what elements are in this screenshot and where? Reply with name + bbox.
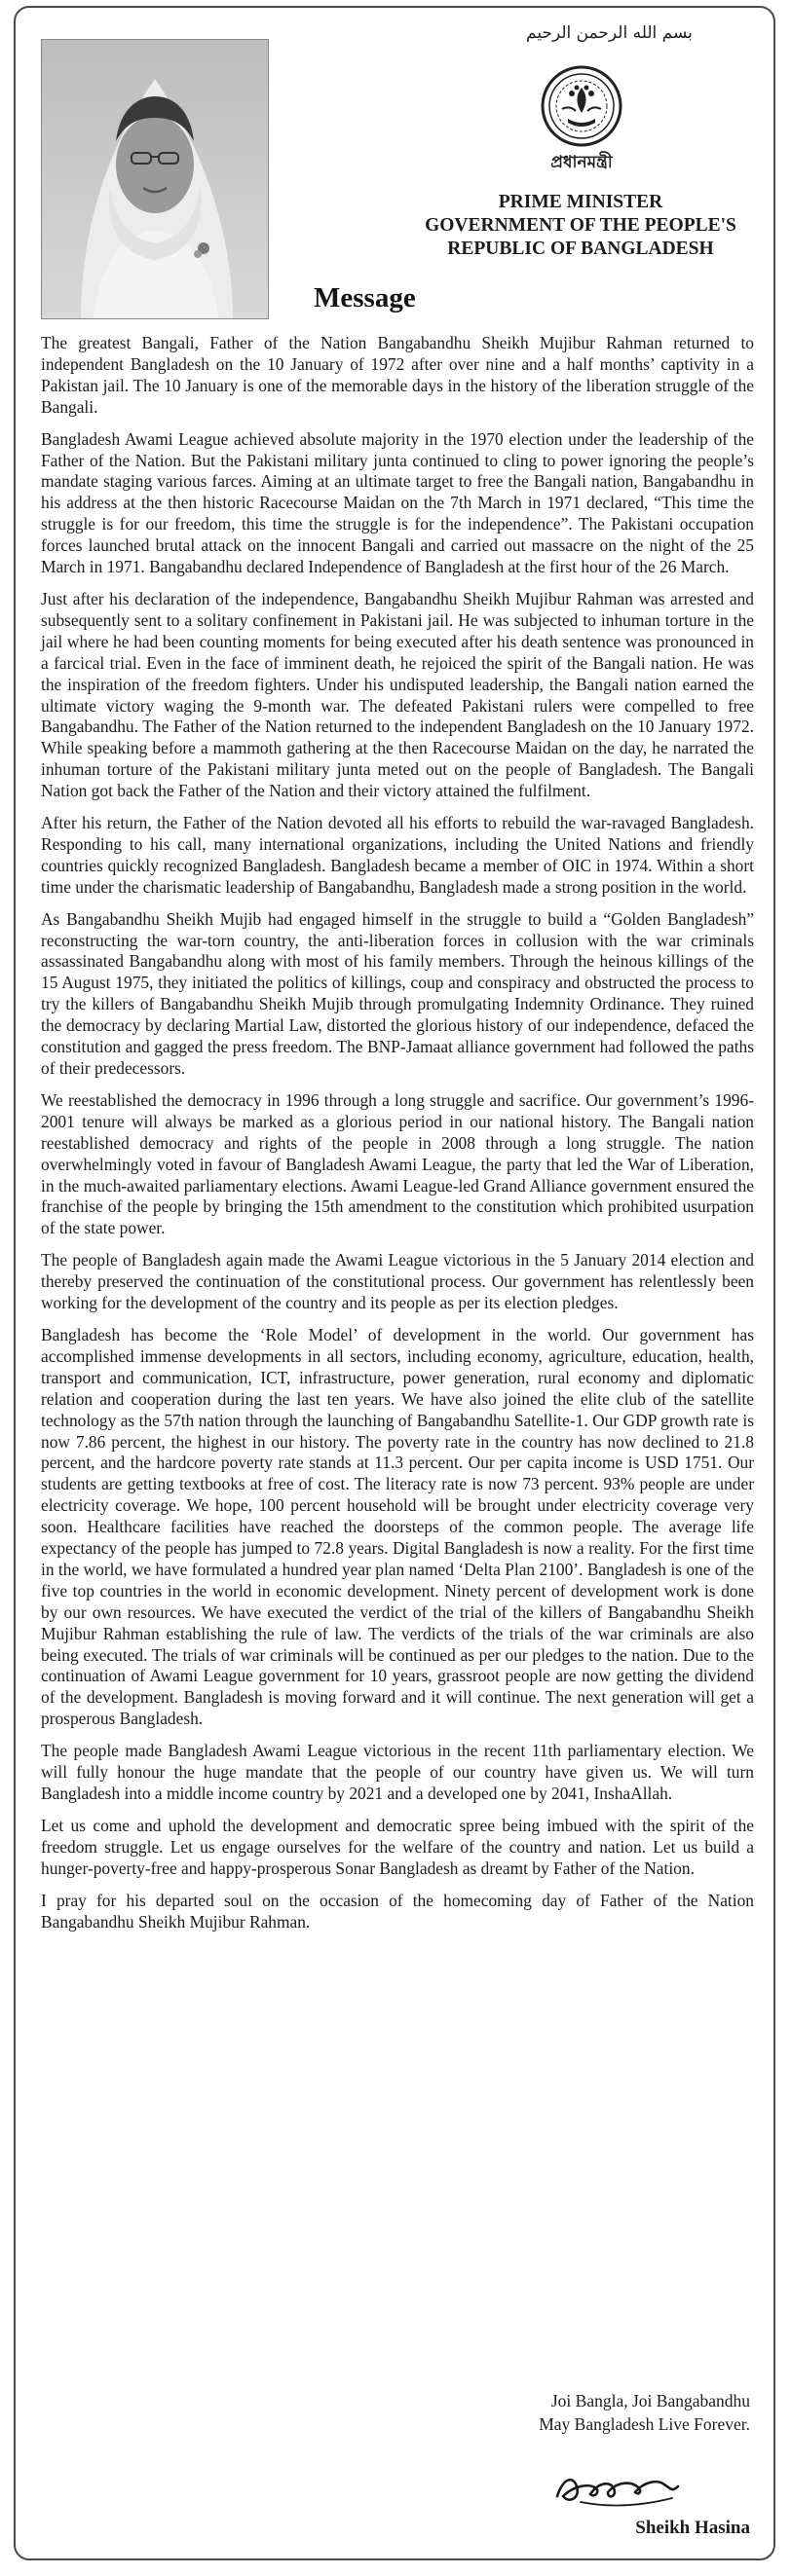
portrait-illustration (42, 40, 268, 318)
body-paragraph: The people of Bangladesh again made the Awami League victorious in the 5 January 2014 election and thereby preserved the continuation of the constitutional process. Our government has relentlessly been working for the development of the country and its people as per its election pledges. (41, 1250, 754, 1313)
body-paragraph: The people made Bangladesh Awami League victorious in the recent 11th parliamentary election. We will fully honour the huge mandate that the people of our country have given us. We will turn Bangladesh into a middle income country by 2021 and a developed one by 2041, InshaAllah. (41, 1741, 754, 1803)
office-title-bangla: প্রধানমন্ত্রী (550, 153, 613, 172)
closing-line: May Bangladesh Live Forever. (539, 2414, 750, 2434)
body-paragraph: We reestablished the democracy in 1996 through a long struggle and sacrifice. Our government’s 1996-2001 tenure will always be marked as a glorious period in our national history. The Bangali nation reestablished democracy and rights of the people in 2008 through a long struggle. The nation overwhelmingly voted in favour of Bangladesh Awami League, the party that led the War of Liberation, in the much-awaited parliamentary elections. Awami League-led Grand Alliance government ensured the franchise of the people by bringing the 15th amendment to the constitution which prohibited usurpation of the state power. (41, 1089, 754, 1238)
portrait-photo (41, 39, 269, 319)
office-title (409, 191, 752, 261)
closing-line: Joi Bangla, Joi Bangabandhu (550, 2391, 750, 2410)
body-paragraph: Bangladesh has become the ‘Role Model’ of development in the world. Our government has accomplished immense developments in all sectors, including economy, agriculture, education, health, transport and communication, ICT, infrastructure, power generation, rural economy and diplomatic relation and cooperation during the last ten years. We have also joined the elite club of the satellite technology as the 57th nation through the launching of Bangabandhu Satellite-1. Our GDP growth rate is now 7.86 percent, the highest in our history. The poverty rate in the country has now declined to 21.8 percent, and the hardcore poverty rate stands at 11.3 percent. Our per capita income is USD 1751. Our students are getting textbooks at free of cost. The literacy rate is now 73 percent. 93% people are under electricity coverage. We hope, 100 percent household will be brought under electricity coverage very soon. Healthcare facilities have reached the doorsteps of the common people. The average life expectancy of the people has jumped to 72.8 years. Digital Bangladesh is now a reality. For the first time in the world, we have formulated a hundred year plan named ‘Delta Plan 2100’. Bangladesh is one of the five top countries in the world in economic development. Ninety percent of development work is done by our own resources. We have executed the verdict of the trial of the killers of Bangabandhu Sheikh Mujibur Rahman establishing the rule of law. The verdicts of the trials of the war criminals are also being executed. The trials of war criminals will be continued as per our pledges to the nation. Due to the continuation of Awami League government for 10 years, grassroot people are now getting the dividend of the development. Bangladesh is moving forward and it will continue. The next generation will get a prosperous Bangladesh. (41, 1324, 754, 1729)
government-seal-icon (541, 64, 622, 148)
office-title-line: PRIME MINISTER (498, 192, 663, 212)
message-body (41, 333, 754, 1943)
office-title-line: REPUBLIC OF BANGLADESH (447, 239, 714, 259)
office-title-line: GOVERNMENT OF THE PEOPLE'S (425, 215, 736, 236)
body-paragraph: Let us come and uphold the development and democratic spree being imbued with the spirit of the freedom struggle. Let us engage ourselves for the welfare of the country and nation. Let us build a hunger-poverty-free and happy-prosperous Sonar Bangladesh as dreamt by Father of the Nation. (41, 1815, 754, 1878)
body-paragraph: Just after his declaration of the independence, Bangabandhu Sheikh Mujibur Rahman was arrested and subsequently sent to a solitary confinement in Pakistani jail. He was subjected to inhuman torture in the jail where he had been counting moments for being executed after his death sentence was pronounced in a farcical trial. Even in the face of imminent death, he rejoiced the spirit of the Bangali nation. He was the inspiration of the freedom fighters. Under his undisputed leadership, the Bangali nation earned the ultimate victory waging the 9-month war. The defeated Pakistani rulers were compelled to free Bangabandhu. The Father of the Nation returned to the independent Bangladesh on the 10 January 1972. While speaking before a mammoth gathering at the then Racecourse Maidan on the day, he narrated the inhuman torture of the Pakistani military junta meted out on the people of Bangladesh. The Bangali Nation got back the Father of the Nation and their victory attained the fulfilment. (41, 588, 754, 801)
body-paragraph: The greatest Bangali, Father of the Nation Bangabandhu Sheikh Mujibur Rahman returned to independent Bangladesh on the 10 January of 1972 after over nine and a half months’ captivity in a Pakistan jail. The 10 January is one of the memorable days in the history of the liberation struggle of the Bangali. (41, 333, 754, 417)
closing-lines (539, 2389, 750, 2436)
body-paragraph: As Bangabandhu Sheikh Mujib had engaged himself in the struggle to build a “Golden Bangladesh” reconstructing the war-torn country, the anti-liberation forces in collusion with the war criminals assassinated Bangabandhu along with most of his family members. Through the heinous killings of the 15 August 1975, they initiated the politics of killings, coup and conspiracy and obstructed the process to try the killers of Bangabandhu Sheikh Mujib through promulgating Indemnity Ordinance. They ruined the democracy by declaring Martial Law, distorted the glorious history of our independence, defaced the constitution and gagged the press freedom. The BNP-Jamaat alliance government had followed the paths of their predecessors. (41, 908, 754, 1078)
signatory-name: Sheikh Hasina (635, 2518, 750, 2538)
message-title: Message (314, 282, 416, 313)
bismillah-calligraphy: بسم الله الرحمن الرحيم (526, 23, 693, 43)
handwritten-signature (551, 2457, 684, 2514)
body-paragraph: I pray for his departed soul on the occasion of the homecoming day of Father of the Nation Bangabandhu Sheikh Mujibur Rahman. (41, 1890, 754, 1932)
body-paragraph: Bangladesh Awami League achieved absolute majority in the 1970 election under the leadership of the Father of the Nation. But the Pakistani military junta continued to cling to power ignoring the people’s mandate staging various farces. Aiming at an ultimate target to free the Bangali nation, Bangabandhu in his address at the then historic Racecourse Maidan on the 7th March in 1971 declared, “This time the struggle is for our freedom, this time the struggle is for the independence”. The Pakistani occupation forces launched brutal attack on the innocent Bangali and carried out massacre on the night of the 25 March in 1971. Bangabandhu declared Independence of Bangladesh at the first hour of the 26 March. (41, 428, 754, 577)
body-paragraph: After his return, the Father of the Nation devoted all his efforts to rebuild the war-ravaged Bangladesh. Responding to his call, many international organizations, including the United Nations and friendly countries quickly recognized Bangladesh. Bangladesh became a member of OIC in 1974. Within a short time under the charismatic leadership of Bangabandhu, Bangladesh made a strong position in the world. (41, 813, 754, 897)
